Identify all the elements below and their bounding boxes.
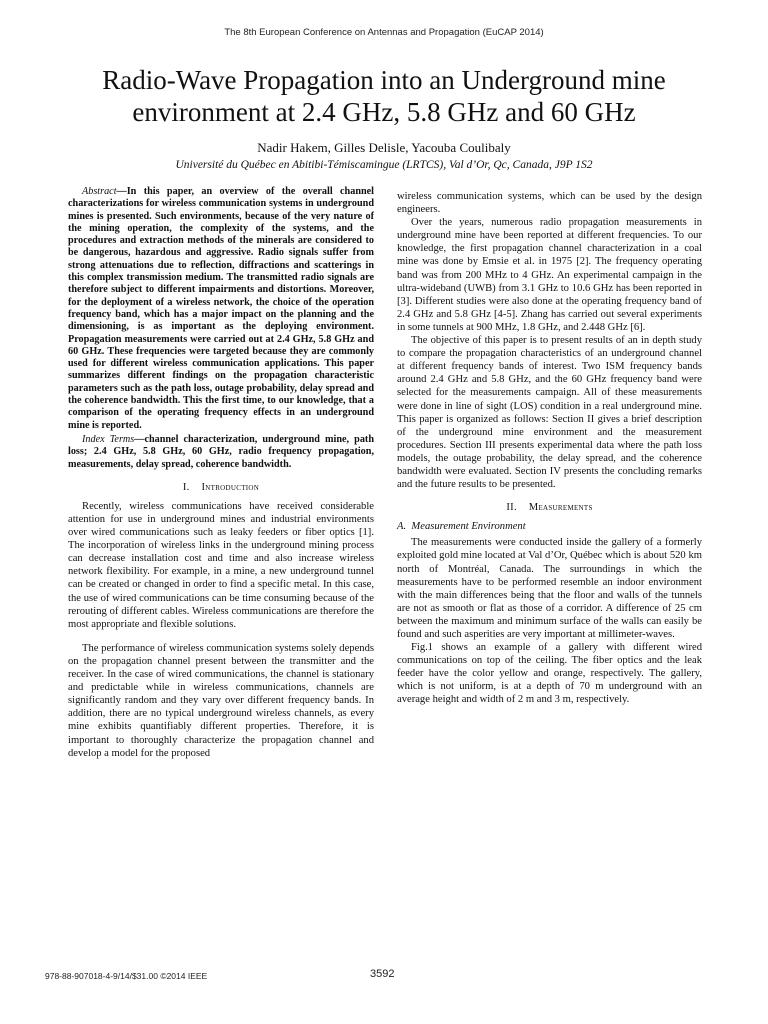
measurement-paragraph-2: Fig.1 shows an example of a gallery with different wired communications on top of the ceiling. The fiber optics and the leak feeder have the color yellow and orange, respectively. The gallery, which is not uniform, is at a depth of 70 m underground with an average height and width of 2 m and 3 m, respectively. — [397, 642, 702, 706]
intro-paragraph-1: Recently, wireless communications have received considerable attention for use in underground mines and industrial environments over wired communications such as leaky feeders or fiber optics [1]. The incorporation of wireless links in the underground mining process can decrease installation cost and time and also increase wireless network flexibility. For example, in a mine, a new underground tunnel can be created or changed in order to find a specific metal. In this case, the use of wired communications can be time consuming because of the rerouting of different cables. Wireless communications are therefore the most appropriate and flexible solutions. — [68, 500, 374, 630]
paper-authors: Nadir Hakem, Gilles Delisle, Yacouba Coulibaly — [257, 140, 511, 155]
paper-title: Radio-Wave Propagation into an Underground mine environment at 2.4 GHz, 5.8 GHz and 60 GHz — [102, 65, 666, 127]
conference-header: The 8th European Conference on Antennas and Propagation (EuCAP 2014) — [224, 27, 544, 38]
subsection-heading-measurement-environment — [397, 520, 702, 533]
intro-paragraph-3: Over the years, numerous radio propagation measurements in underground mine have been reported at different frequencies. To our knowledge, the first propagation channel characterization in a coal mine was done by Emsie et al. in 1975 [2]. The frequency operating band was from 200 MHz to 4 GHz. An experimental campaign in the ultra-wideband (UWB) from 3.1 GHz to 10.6 GHz has been reported in [3]. Different studies were also done at the operating frequency band of 2.4 GHz and 5.8 GHz [4-5]. Zhang has carried out several experiments in some tunnels at 900 MHz, 1.8 GHz, and 2.448 GHz [6]. — [397, 217, 702, 333]
subsection-number: A. — [397, 521, 407, 533]
left-column — [68, 186, 374, 760]
index-terms-text: channel characterization, underground mine, path loss; 2.4 GHz, 5.8 GHz, 60 GHz, radio frequency propagation, measurements, delay spread, coherence bandwidth. — [68, 433, 374, 470]
section-title: Measurements — [528, 502, 593, 514]
section-number: I. — [182, 481, 190, 493]
index-terms-dash: — — [134, 433, 145, 445]
index-terms-label: Index Terms — [82, 433, 135, 445]
continued-paragraph: wireless communication systems, which can be used by the design engineers. — [397, 191, 702, 216]
index-terms — [68, 434, 374, 471]
measurement-paragraph-1: The measurements were conducted inside the gallery of a formerly exploited gold mine located at Val d’Or, Québec which is about 520 km north of Montréal, Canada. The surroundings in which the measurements have to be performed resemble an indoor environment with the main differences being that the floor and walls of the tunnels are not as smooth or flat as those of a corridor. A difference of 25 cm between the maximum and minimum surface of the walls can easily be found and such asperities are very important at millimeter-waves. — [397, 537, 702, 640]
intro-paragraph-2: The performance of wireless communication systems solely depends on the propagation channel present between the transmitter and the receiver. In the case of wired communications, the channel is stationary and predictable while in wireless communications, channels are significantly random and they vary over different frequency bands. In addition, there are no typical underground wireless channels, as every mine exhibits quantifiably different properties. Therefore, it is important to thoroughly characterize the propagation channel and develop a model for the proposed — [68, 642, 374, 759]
abstract-text: In this paper, an overview of the overall channel characterizations for wireless communication systems in underground mines is presented. Such environments, because of the very nature of the mining operation, the complexity of the systems, and the procedures and extraction methods of the minerals are considered to be dangerous, hazardous and aggressive. Radio signals suffer from strong attenuations due to reflection, diffractions and scatterings in this complex transmission medium. The transmitted radio signals are therefore subject to different impairments and distortions. Moreover, for the deployment of a wireless network, the choice of the operation frequency band, which has a major impact on the planning and the dimensioning, is as important as the deploying environment. Propagation measurements were carried out at 2.4 GHz, 5.8 GHz and 60 GHz. These frequencies were targeted because they are commonly used for different wireless communication applications. This paper summarizes different findings on the propagation characteristic parameters such as the path loss, outage probability, delay spread and the coherence bandwidth. This the first time, to our knowledge, that a comparison of the operating frequency effects in an underground mine is reported. — [68, 186, 374, 431]
right-column — [397, 190, 702, 707]
page-number: 3592 — [370, 968, 395, 980]
section-heading-introduction — [68, 481, 374, 494]
section-title: Introduction — [201, 481, 260, 493]
section-heading-measurements — [397, 501, 702, 514]
paper-affiliation: Université du Québec en Abitibi-Témiscamingue (LRTCS), Val d’Or, Qc, Canada, J9P 1S2 — [175, 159, 593, 171]
abstract — [68, 186, 374, 432]
abstract-dash: — — [116, 186, 127, 197]
footer-isbn: 978-88-907018-4-9/14/$31.00 ©2014 IEEE — [45, 971, 208, 981]
intro-paragraph-4: The objective of this paper is to present results of an in depth study to compare the propagation characteristics of an underground channel at different frequency bands of interest. Two ISM frequency bands around 2.4 GHz and 5.8 GHz, and the 60 GHz frequency band were selected for the measurements campaign. All of these measurements were done in line of sight (LOS) condition in a real underground mine. This paper is organized as follows: Section II gives a brief description of the underground mine environment and the measurement procedures. Section III presents experimental data where the path loss models, the outage probability, the delay spread, and the coherence bandwidth were evaluated. Section IV presents the concluding remarks and the future results to be presented. — [397, 335, 702, 491]
abstract-label: Abstract — [82, 186, 117, 197]
subsection-title: Measurement Environment — [411, 521, 526, 533]
section-number: II. — [506, 502, 517, 514]
paragraph-gap — [68, 631, 374, 642]
